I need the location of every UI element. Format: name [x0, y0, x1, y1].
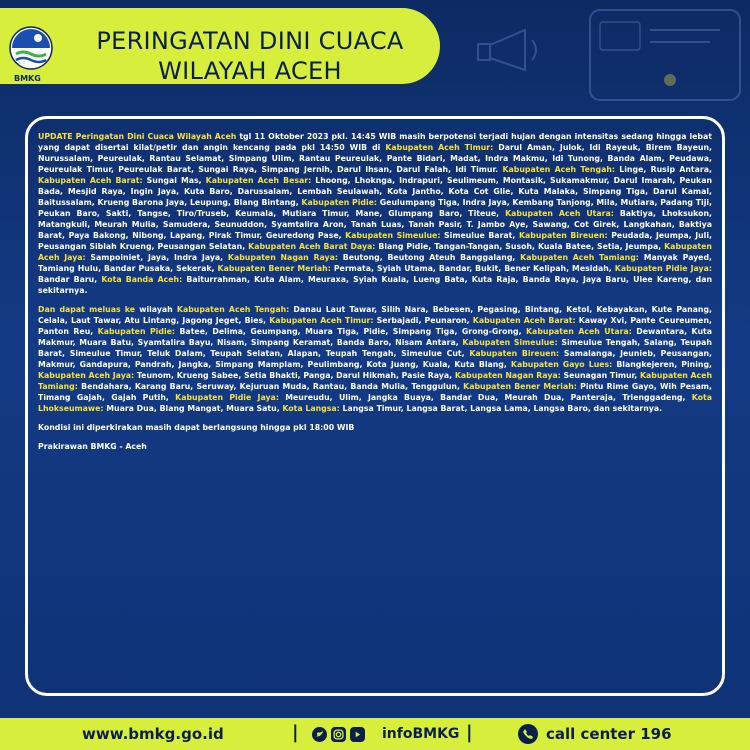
region-label: Kabupaten Nagan Raya:: [454, 371, 561, 380]
area-list-text: Dewantara, Kuta Makmur, Muara Batu, Syamtalira Bayu, Nisam, Simpang Keramat, Banda Baro, Nisam Antara,: [38, 327, 712, 347]
region-label: Kabupaten Simeulue:: [345, 231, 441, 240]
area-list-text: Linge, Rusip Antara,: [615, 165, 712, 174]
page-title: [70, 26, 430, 86]
region-label: Kota Lhokseumawe:: [38, 393, 712, 413]
warning-paragraph-expansion: [38, 304, 712, 414]
region-label: Kabupaten Aceh Timur:: [269, 316, 374, 325]
area-list-text: Bendahara, Karang Baru, Seruway, Kejuruan Muda, Rantau, Banda Mulia, Tenggulun,: [77, 382, 464, 391]
twitter-icon[interactable]: [312, 727, 327, 742]
area-list-text: Simeulue Barat,: [440, 231, 519, 240]
warning-paragraph-current: [38, 131, 712, 296]
region-label: Kabupaten Aceh Tamiang:: [38, 371, 712, 391]
area-list-text: Permata, Syiah Utama, Bandar, Bukit, Bener Kelipah, Mesidah,: [330, 264, 615, 273]
region-label: Kabupaten Pidie Jaya:: [614, 264, 712, 273]
logo-text: BMKG: [14, 74, 41, 83]
region-label: Kabupaten Pidie:: [301, 198, 378, 207]
area-list-text: Teunom, Krueng Sabee, Setia Bhakti, Panga, Darul Hikmah, Pasie Raya,: [134, 371, 455, 380]
region-label: Kabupaten Aceh Utara:: [526, 327, 632, 336]
area-list-text: Peudada, Jeumpa, Juli, Peusangan Siblah Krueng, Peusangan Selatan,: [38, 231, 712, 251]
area-list-text: Beutong, Beutong Ateuh Banggalang,: [337, 253, 521, 262]
area-list-text: Blang Pidie, Tangan-Tangan, Susoh, Kuala Batee, Setia, Jeumpa,: [375, 242, 665, 251]
region-label: Kabupaten Simeulue:: [462, 338, 558, 347]
phone-icon: [518, 724, 538, 744]
title-line-1: PERINGATAN DINI CUACA: [96, 27, 404, 55]
social-icons: [312, 727, 365, 742]
region-label: Dan dapat meluas ke: [38, 305, 136, 314]
area-list-text: Meureudu, Ulim, Jangka Buaya, Bandar Dua, Meurah Dua, Panteraja, Trienggadeng,: [278, 393, 692, 402]
area-list-text: Serbajadi, Peunaron,: [373, 316, 473, 325]
warning-content-box: [25, 116, 725, 696]
region-label: Kabupaten Pidie Jaya:: [175, 393, 279, 402]
region-label: Kabupaten Aceh Jaya:: [38, 371, 135, 380]
region-label: Kabupaten Aceh Barat Daya:: [248, 242, 376, 251]
forecaster-signature: Prakirawan BMKG - Aceh: [38, 442, 147, 451]
area-list-text: Kaway Xvi, Pante Ceureumen, Panton Reu,: [38, 316, 712, 336]
area-list-text: Baiturrahman, Kuta Alam, Meuraxa, Syiah Kuala, Lueng Bata, Kuta Raja, Banda Raya, Jaya Baru, Ulee Kareng, dan sekitarnya.: [38, 275, 713, 295]
area-list-text: Pintu Rime Gayo, Wih Pesam, Timang Gajah, Gajah Putih,: [38, 382, 713, 402]
region-label: Kabupaten Nagan Raya:: [227, 253, 338, 262]
area-list-text: Lhoong, Lhoknga, Indrapuri, Seulimeum, Montasik, Sukamakmur, Darul Imarah, Peukan Bada, Mesjid Raya, Ingin Jaya, Kuta Baro, Darussalam, Lembah Seulawah, Kota Jantho, Kota Cot Glie, Kuta Malaka, Simpang Tiga, Darul Kamal, Baitussalam, Krueng Barona Jaya, Leupung, Blang Bintang,: [38, 176, 713, 207]
area-list-text: Seunagan Timur,: [560, 371, 640, 380]
area-list-text: tgl 11 Oktober 2023 pkl. 14:45 WIB masih berpotensi terjadi hujan dengan intensitas sedang hingga lebat yang dapat disertai kilat/petir dan angin kencang pada pkl 14:50 WIB di: [38, 132, 713, 152]
region-label: Kabupaten Aceh Tengah:: [176, 305, 290, 314]
area-list-text: Samalanga, Jeunieb, Peusangan, Makmur, Gandapura, Pandrah, Jangka, Simpang Mamplam, Peulimbang, Kota Juang, Kuala, Kuta Blang,: [38, 349, 712, 369]
footer-separator: |: [292, 722, 299, 743]
call-center-number[interactable]: call center 196: [546, 725, 672, 743]
region-label: Kabupaten Pidie:: [97, 327, 176, 336]
area-list-text: Batee, Delima, Geumpang, Muara Tiga, Pidie, Simpang Tiga, Grong-Grong,: [175, 327, 527, 336]
footer-bar: [0, 718, 750, 750]
region-label: Kabupaten Aceh Besar:: [205, 176, 312, 185]
social-handle[interactable]: infoBMKG: [382, 726, 460, 742]
region-label: Kabupaten Bireuen:: [469, 349, 560, 358]
area-list-text: Darul Aman, Julok, Idi Rayeuk, Birem Bayeun, Nurussalam, Peureulak, Rantau Selamat, Simpang Ulim, Rantau Peureulak, Pante Bidari, Madat, Indra Makmu, Idi Tunong, Banda Alam, Peudawa, Peureulak Timur, Peureulak Barat, Sungai Raya, Simpang Jernih, Darul Ihsan, Darul Falah, Idi Timur.: [38, 143, 712, 174]
area-list-text: Baktiya, Lhoksukon, Matangkuli, Meurah Mulia, Samudera, Seunuddon, Syamtalira Aron, Tanah Luas, Tanah Pasir, T. Jambo Aye, Sawang, Cot Girek, Langkahan, Baktiya Barat, Paya Bakong, Nibong, Lapang, Pirak Timur, Geuredong Pase,: [38, 209, 713, 240]
area-list-text: wilayah: [135, 305, 177, 314]
area-list-text: Manyak Payed, Tamiang Hulu, Bandar Pusaka, Sekerak,: [38, 253, 713, 273]
region-label: Kota Banda Aceh:: [101, 275, 183, 284]
region-label: Kabupaten Aceh Barat:: [38, 176, 143, 185]
region-label: Kabupaten Bireuen:: [518, 231, 608, 240]
region-label: UPDATE Peringatan Dini Cuaca Wilayah Aceh: [38, 132, 237, 141]
area-list-text: Blangkejeren, Pining,: [612, 360, 712, 369]
area-list-text: Sampoiniet, Jaya, Indra Jaya,: [85, 253, 228, 262]
region-label: Kabupaten Aceh Barat:: [472, 316, 576, 325]
area-list-text: Simeulue Tengah, Salang, Teupah Barat, Simeulue Timur, Teluk Dalam, Teupah Selatan, Alapan, Teupah Tengah, Simeulue Cut,: [38, 338, 712, 358]
megaphone-illustration-icon: [420, 0, 750, 120]
region-label: Kabupaten Gayo Lues:: [510, 360, 613, 369]
header-banner: [0, 8, 440, 84]
area-list-text: Sungai Mas,: [142, 176, 206, 185]
title-line-2: WILAYAH ACEH: [158, 57, 342, 85]
region-label: Kabupaten Aceh Tengah:: [502, 165, 615, 174]
region-label: Kabupaten Aceh Timur:: [385, 143, 494, 152]
region-label: Kota Langsa:: [282, 404, 340, 413]
area-list-text: Bandar Baru,: [38, 275, 102, 284]
area-list-text: Geulumpang Tiga, Indra Jaya, Kembang Tanjong, Mila, Mutiara, Padang Tiji, Peukan Baro, Sakti, Tangse, Tiro/Truseb, Keumala, Mutiara Timur, Mane, Glumpang Baro, Titeue,: [38, 198, 713, 218]
region-label: Kabupaten Aceh Tamiang:: [520, 253, 639, 262]
region-label: Kabupaten Bener Meriah:: [463, 382, 577, 391]
region-label: Kabupaten Bener Meriah:: [217, 264, 331, 273]
area-list-text: Muara Dua, Blang Mangat, Muara Satu,: [103, 404, 283, 413]
youtube-icon[interactable]: [350, 727, 365, 742]
area-list-text: Danau Laut Tawar, Silih Nara, Bebesen, Pegasing, Bintang, Ketol, Kebayakan, Kute Panang, Celala, Laut Tawar, Atu Lintang, Jagong Jeget, Bies,: [38, 305, 712, 325]
footer-separator: |: [466, 722, 473, 743]
region-label: Kabupaten Aceh Utara:: [505, 209, 614, 218]
website-link[interactable]: www.bmkg.go.id: [82, 725, 224, 743]
region-label: Kabupaten Aceh Jaya:: [38, 242, 712, 262]
instagram-icon[interactable]: [331, 727, 346, 742]
area-list-text: Langsa Timur, Langsa Barat, Langsa Lama, Langsa Baro, dan sekitarnya.: [339, 404, 663, 413]
warning-duration-text: Kondisi ini diperkirakan masih dapat berlangsung hingga pkl 18:00 WIB: [38, 423, 355, 432]
